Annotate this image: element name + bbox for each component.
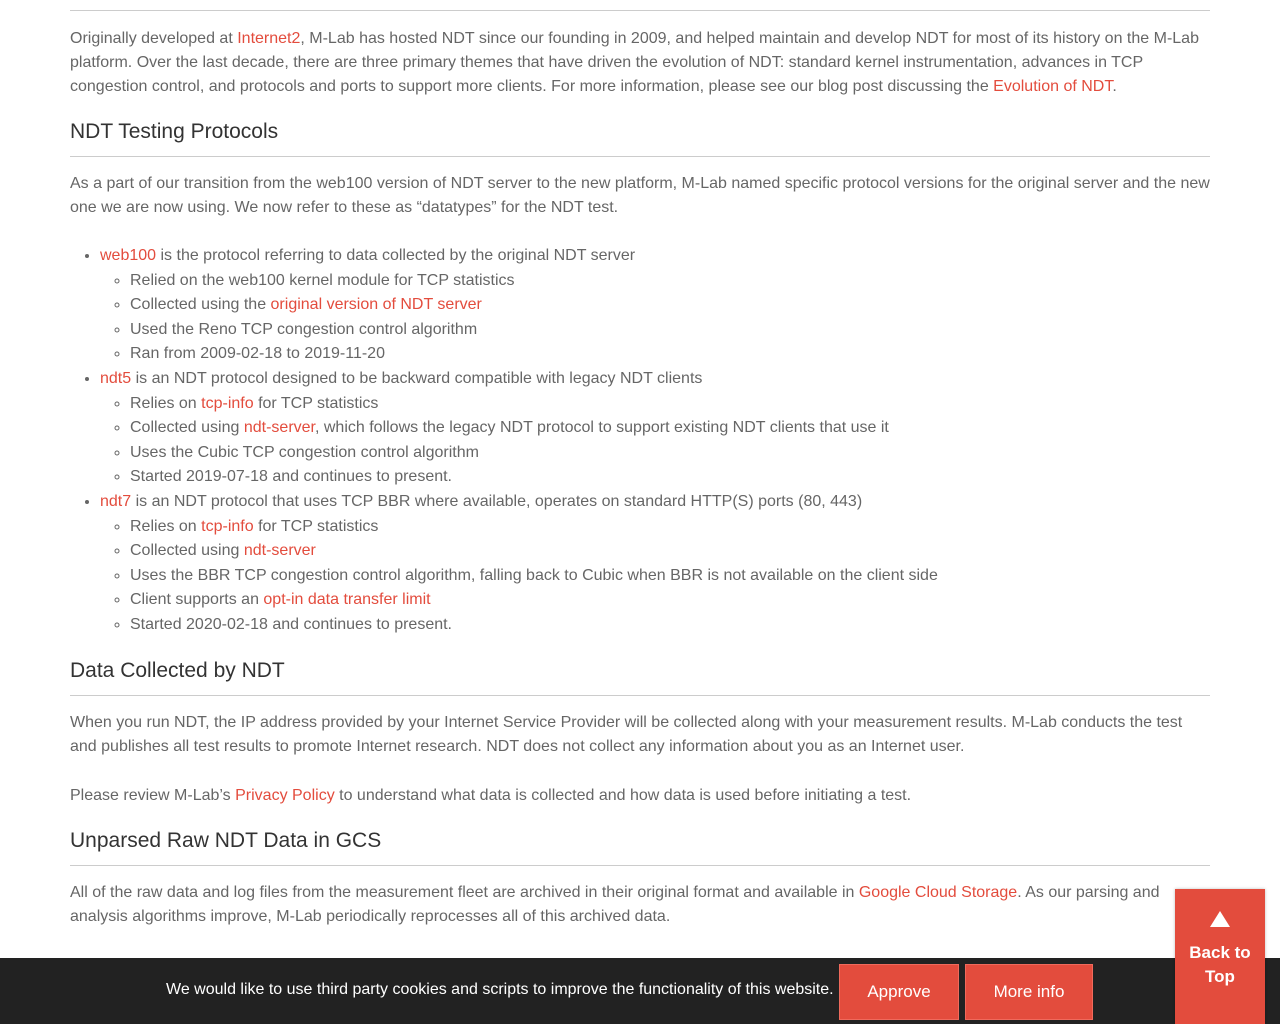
list-item bbox=[130, 392, 1210, 417]
web100-sublist bbox=[100, 269, 1210, 367]
data-collected-heading: Data Collected by NDT bbox=[70, 658, 1210, 696]
list-item: ◦ Relied on the web100 kernel module for TCP statistics bbox=[130, 269, 1210, 294]
ndt-server-link[interactable]: ndt-server bbox=[243, 419, 315, 437]
gcs-paragraph bbox=[70, 881, 1210, 929]
evolution-of-ndt-link[interactable]: Evolution of NDT bbox=[993, 78, 1113, 95]
ndt7-link[interactable]: ndt7 bbox=[100, 492, 132, 510]
protocol-list bbox=[70, 244, 1210, 638]
web100-description: is the protocol referring to data collected by the original NDT server bbox=[156, 247, 636, 264]
list-item: ◦ Used the Reno TCP congestion control algorithm bbox=[130, 318, 1210, 343]
list-item bbox=[130, 588, 1210, 613]
list-item: ◦ Started 2020-02-18 and continues to present. bbox=[130, 613, 1210, 638]
list-item bbox=[130, 515, 1210, 540]
original-ndt-server-link[interactable]: original version of NDT server bbox=[270, 296, 482, 314]
list-item-ndt7 bbox=[100, 490, 1210, 638]
list-item-text: for TCP statistics bbox=[253, 517, 379, 535]
ndt-server-link[interactable]: ndt-server bbox=[243, 542, 316, 560]
cookie-consent-bar bbox=[0, 958, 1280, 1024]
list-item-text: Client supports an bbox=[130, 591, 264, 609]
ndt5-description: is an NDT protocol designed to be backward compatible with legacy NDT clients bbox=[131, 369, 703, 387]
list-item-text: Collected using the bbox=[130, 296, 271, 314]
tcp-info-link[interactable]: tcp-info bbox=[201, 394, 254, 412]
unparsed-raw-data-heading: Unparsed Raw NDT Data in GCS bbox=[70, 828, 1210, 866]
opt-in-data-transfer-limit-link[interactable]: opt-in data transfer limit bbox=[263, 591, 431, 609]
ndt7-sublist bbox=[100, 515, 1210, 638]
list-item-text: Relies on bbox=[130, 517, 202, 535]
privacy-text-1: Please review M-Lab’s bbox=[70, 786, 236, 804]
list-item-text: Relies on bbox=[130, 394, 202, 412]
list-item-ndt5 bbox=[100, 367, 1210, 490]
internet2-link[interactable]: Internet2 bbox=[237, 30, 301, 47]
back-to-top-button[interactable] bbox=[1175, 889, 1265, 1024]
privacy-policy-link[interactable]: Privacy Policy bbox=[235, 786, 335, 804]
google-cloud-storage-link[interactable]: Google Cloud Storage bbox=[858, 883, 1018, 901]
list-item: ◦ Uses the BBR TCP congestion control algorithm, falling back to Cubic when BBR is not available on the client side bbox=[130, 564, 1210, 589]
list-item bbox=[130, 293, 1210, 318]
cookie-consent-text: We would like to use third party cookies and scripts to improve the functionality of this website. bbox=[166, 981, 834, 998]
arrow-up-icon bbox=[1210, 911, 1230, 927]
web100-link[interactable]: web100 bbox=[100, 247, 157, 264]
ndt5-sublist bbox=[100, 392, 1210, 490]
list-item-text: Collected using bbox=[130, 419, 244, 437]
tcp-info-link[interactable]: tcp-info bbox=[201, 517, 254, 535]
list-item bbox=[130, 416, 1210, 441]
list-item: ◦ Ran from 2009-02-18 to 2019-11-20 bbox=[130, 342, 1210, 367]
more-info-button[interactable]: More info bbox=[965, 964, 1093, 1020]
list-item-text: , which follows the legacy NDT protocol to support existing NDT clients that use it bbox=[314, 419, 889, 437]
ndt7-description: is an NDT protocol that uses TCP BBR where available, operates on standard HTTP(S) ports (80, 443) bbox=[131, 492, 863, 510]
list-item-text: Collected using bbox=[130, 542, 244, 560]
section-divider bbox=[70, 10, 1210, 11]
gcs-text-2: . As our parsing and analysis algorithms improve, M-Lab periodically reprocesses all of this archived data. bbox=[70, 883, 1160, 925]
intro-text-2: , M-Lab has hosted NDT since our founding in 2009, and helped maintain and develop NDT for most of its history on the M-Lab platform. Over the last decade, there are three primary themes that have driven the evolution of NDT: standard kernel instrumentation, advances in TCP congestion control, and protocols and ports to support more clients. For more information, please see our blog post discussing the bbox=[70, 30, 1199, 95]
privacy-paragraph bbox=[70, 784, 1210, 808]
back-to-top-label: Back to Top bbox=[1189, 943, 1251, 986]
data-collected-paragraph: When you run NDT, the IP address provided by your Internet Service Provider will be collected along with your measurement results. M-Lab conducts the test and publishes all test results to promote Internet research. NDT does not collect any information about you as an Internet user. bbox=[70, 713, 1183, 755]
list-item-text: for TCP statistics bbox=[253, 394, 379, 412]
list-item: ◦ Uses the Cubic TCP congestion control algorithm bbox=[130, 441, 1210, 466]
ndt5-link[interactable]: ndt5 bbox=[100, 369, 132, 387]
approve-button[interactable]: Approve bbox=[839, 964, 959, 1020]
privacy-text-2: to understand what data is collected and how data is used before initiating a test. bbox=[334, 786, 912, 804]
list-item bbox=[130, 539, 1210, 564]
intro-text-1: Originally developed at bbox=[70, 30, 238, 47]
ndt-testing-protocols-heading: NDT Testing Protocols bbox=[70, 119, 1210, 157]
list-item-web100 bbox=[100, 244, 1210, 367]
list-item: ◦ Started 2019-07-18 and continues to present. bbox=[130, 465, 1210, 490]
protocols-paragraph: As a part of our transition from the web100 version of NDT server to the new platform, M-Lab named specific protocol versions for the original server and the new one we are now using. We now refer to these as “datatypes” for the NDT test. bbox=[70, 175, 1210, 216]
gcs-text-1: All of the raw data and log files from the measurement fleet are archived in their original format and available in bbox=[70, 883, 859, 901]
intro-text-3: . bbox=[1112, 78, 1117, 95]
main-content bbox=[70, 0, 1210, 978]
intro-paragraph bbox=[70, 27, 1210, 99]
